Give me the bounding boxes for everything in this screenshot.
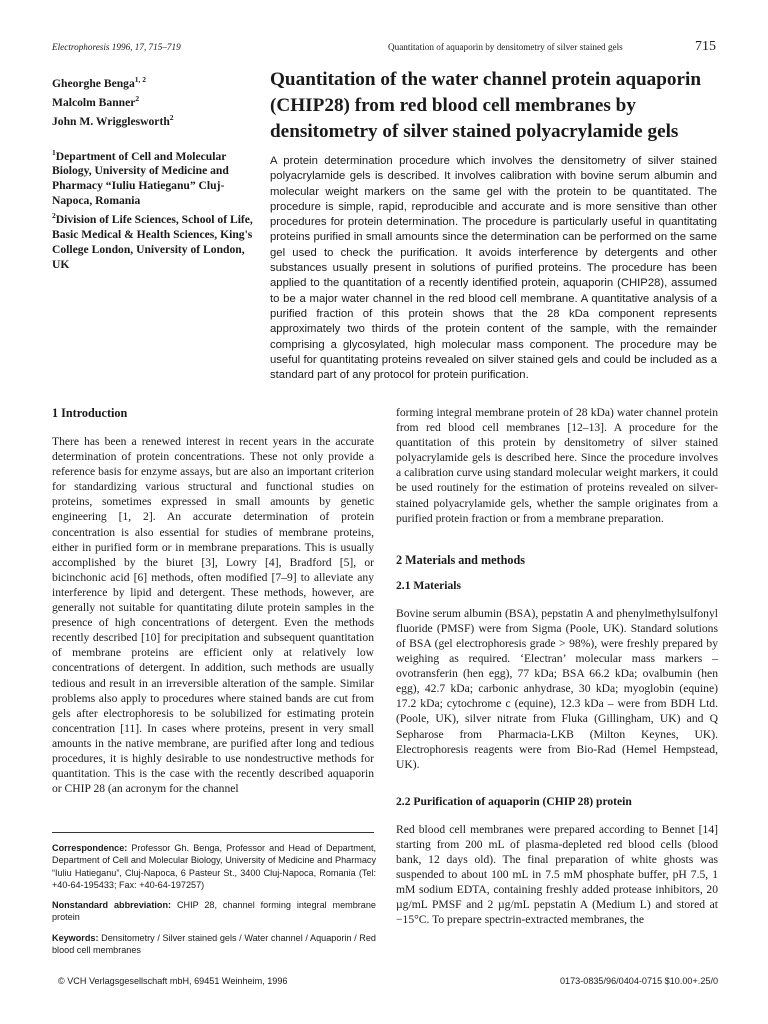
keywords-text: Densitometry / Silver stained gels / Water channel / Aquaporin / Red blood cell membranes — [52, 932, 376, 956]
correspondence-label: Correspondence: — [52, 843, 128, 853]
abstract: A protein determination procedure which involves the densitometry of silver stained polyacrylamide gels is described. It involves calibration with bovine serum albumin and molecular weight markers on the same gel with the protein to be quantitated. The procedure is simple, rapid, reproducible and accurate and is more sensitive than other procedures for protein determination. The procedure is particularly useful in quantitating proteins purified in small amounts since the determination can be performed on the same gel used to check the purification. It avoids interference by detergents and other substances usually present in solutions of purified proteins. The procedure has been applied to the quantitation of a recently identified protein, aquaporin (CHIP28), assumed to be a major water channel in the red blood cell membrane. A quantitative analysis of a purified fraction of this protein shows that the 28 kDa component represents approximately two thirds of the protein content of the sample, with the remainder comprising a glycosylated, high molecular mass component. The procedure may be useful for quantitating proteins revealed on silver stained gels and could be included as a standard part of any protocol for protein purification. — [270, 155, 717, 382]
journal-citation: Electrophoresis 1996, 17, 715–719 — [52, 42, 181, 52]
running-head — [52, 40, 716, 56]
affiliation-text: Division of Life Sciences, School of Life, Basic Medical & Health Sciences, King's College London, University of London, UK — [52, 213, 253, 272]
article-title: Quantitation of the water channel protein aquaporin (CHIP28) from red blood cell membranes by densitometry of silver stained polyacrylamide gels — [270, 69, 702, 142]
author-2 — [52, 91, 257, 110]
running-title: Quantitation of aquaporin by densitometry of silver stained gels — [388, 42, 623, 52]
author-name: Malcolm Banner — [52, 95, 136, 109]
abbreviation-text: CHIP 28, channel forming integral membrane protein — [52, 900, 376, 923]
author-superscript: 2 — [135, 93, 140, 103]
left-column — [52, 405, 374, 796]
affiliation-superscript: 2 — [52, 211, 56, 221]
abbreviation-note — [52, 899, 376, 924]
author-3 — [52, 110, 257, 129]
abbreviation-label: Nonstandard abbreviation: — [52, 900, 172, 911]
materials-text: Bovine serum albumin (BSA), pepstatin A and phenylmethylsulfonyl fluoride (PMSF) were from Sigma (Poole, UK). Standard solutions of BSA (gel electrophoresis grade > 98%), were freshly prepared by weighing as required. ‘Electran’ molecular mass markers – ovotransferin (hen egg), 77 kDa; BSA 66.2 kDa; ovalbumin (hen egg), 42.7 kDa; carbonic anhydrase, 30 kDa; myoglobin (equine) 17.2 kDa; cytochrome c (equine), 12.3 kDa – were from BDH Ltd. (Poole, UK), silver nitrate from Fluka (Gillingham, UK) and Q Sepharose from Pharmacia-LKB (Milton Keynes, UK). Electrophoresis reagents were from Bio-Rad (Hemel Hempstead, UK). — [396, 606, 718, 771]
footnotes — [52, 842, 376, 964]
purification-text: Red blood cell membranes were prepared according to Bennet [14] starting from 200 mL of plasma-depleted red blood cells (blood bank, 12 days old). The final preparation of white ghosts was suspended to about 100 mL in 7.5 mM phosphate buffer, pH 7.5, 1 mM sodium EDTA, containing freshly added protease inhibitors, 20 µg/mL PMSF and 2 µg/mL pepstatin A (Medium L) and stored at −15°C. To prepare spectrin-extracted membranes, the — [396, 822, 718, 927]
subsection-heading-purification: 2.2 Purification of aquaporin (CHIP 28) protein — [396, 794, 632, 808]
author-superscript: 2 — [169, 112, 174, 122]
section-heading-introduction: 1 Introduction — [52, 406, 128, 420]
author-block — [52, 72, 257, 272]
introduction-continued-text: forming integral membrane protein of 28 kDa) water channel protein from red blood cell membranes [12–13]. A procedure for the quantitation of this protein by densitometry of silver stained polyacrylamide gels is described here. Since the procedure involves a calibration curve using standard molecular weight markers, it could be used routinely for the estimation of proteins revealed on silver-stained polyacrylamide gels, whether the sample originates from a purified protein fraction or from a membrane preparation. — [396, 406, 718, 525]
copyright-notice: © VCH Verlagsgesellschaft mbH, 69451 Weinheim, 1996 — [58, 976, 288, 986]
section-heading-methods: 2 Materials and methods — [396, 552, 525, 567]
author-name: John M. Wrigglesworth — [52, 114, 170, 128]
footnote-divider — [52, 832, 374, 833]
author-superscript: 1, 2 — [134, 75, 147, 84]
affiliation-1 — [52, 145, 257, 209]
author-1 — [52, 72, 257, 91]
author-name: Gheorghe Benga — [52, 76, 135, 90]
issn-code: 0173-0835/96/0404-0715 $10.00+.25/0 — [560, 976, 719, 986]
correspondence-note — [52, 842, 376, 891]
affiliation-text: Department of Cell and Molecular Biology, University of Medicine and Pharmacy “Iuliu Hatieganu” Cluj-Napoca, Romania — [52, 149, 229, 208]
affiliation-superscript: 1 — [52, 147, 56, 157]
affiliation-2 — [52, 208, 257, 272]
page-number: 715 — [695, 39, 716, 54]
keywords-note — [52, 932, 376, 957]
subsection-heading-materials: 2.1 Materials — [396, 578, 462, 592]
keywords-label: Keywords: — [52, 932, 99, 943]
right-column — [396, 405, 718, 927]
introduction-text: There has been a renewed interest in recent years in the accurate determination of protein concentrations. These not only provide a reference basis for enzyme assays, but are also an important criterion for standardizing various structural and functional studies on proteins, sometimes expressed in small amounts by genetic engineering [1, 2]. An accurate determination of protein concentration is also essential for studies of membrane proteins, either in purified form or in membrane preparations. This is usually accomplished by the biuret [3], Lowry [4], Bradford [5], or bicinchonic acid [6] methods, often modified [7–9] to alleviate any interference by lipid and detergent. These methods, however, are generally not suitable for quantitating dilute protein samples in the presence of high concentrations of detergent. Even the methods recently described [10] for precipitation and subsequent quantitation of membrane proteins are efficient only at relatively low concentrations of detergent. In addition, such methods are usually tedious and result in an irreversible alteration of the sample. Similar problems also apply to procedures where stained bands are cut from gels after electrophoresis to be solubilized for estimating protein concentration [11]. In cases where proteins, present in very small amounts in the native membrane, are purified after long and tedious procedures, it is highly desirable to use nondestructive methods for quantitation. This is the case with the recently described aquaporin or CHIP 28 (an acronym for the channel — [52, 435, 374, 796]
correspondence-text: Professor Gh. Benga, Professor and Head of Department, Department of Cell and Molecular Biology, University of Medicine and Pharmacy “Iuliu Hatieganu”, Cluj-Napoca, 6 Pasteur St., 3400 Cluj-Napoca, Romania (Tel: +40-64-195433; Fax: +40-64-197257) — [52, 843, 376, 890]
